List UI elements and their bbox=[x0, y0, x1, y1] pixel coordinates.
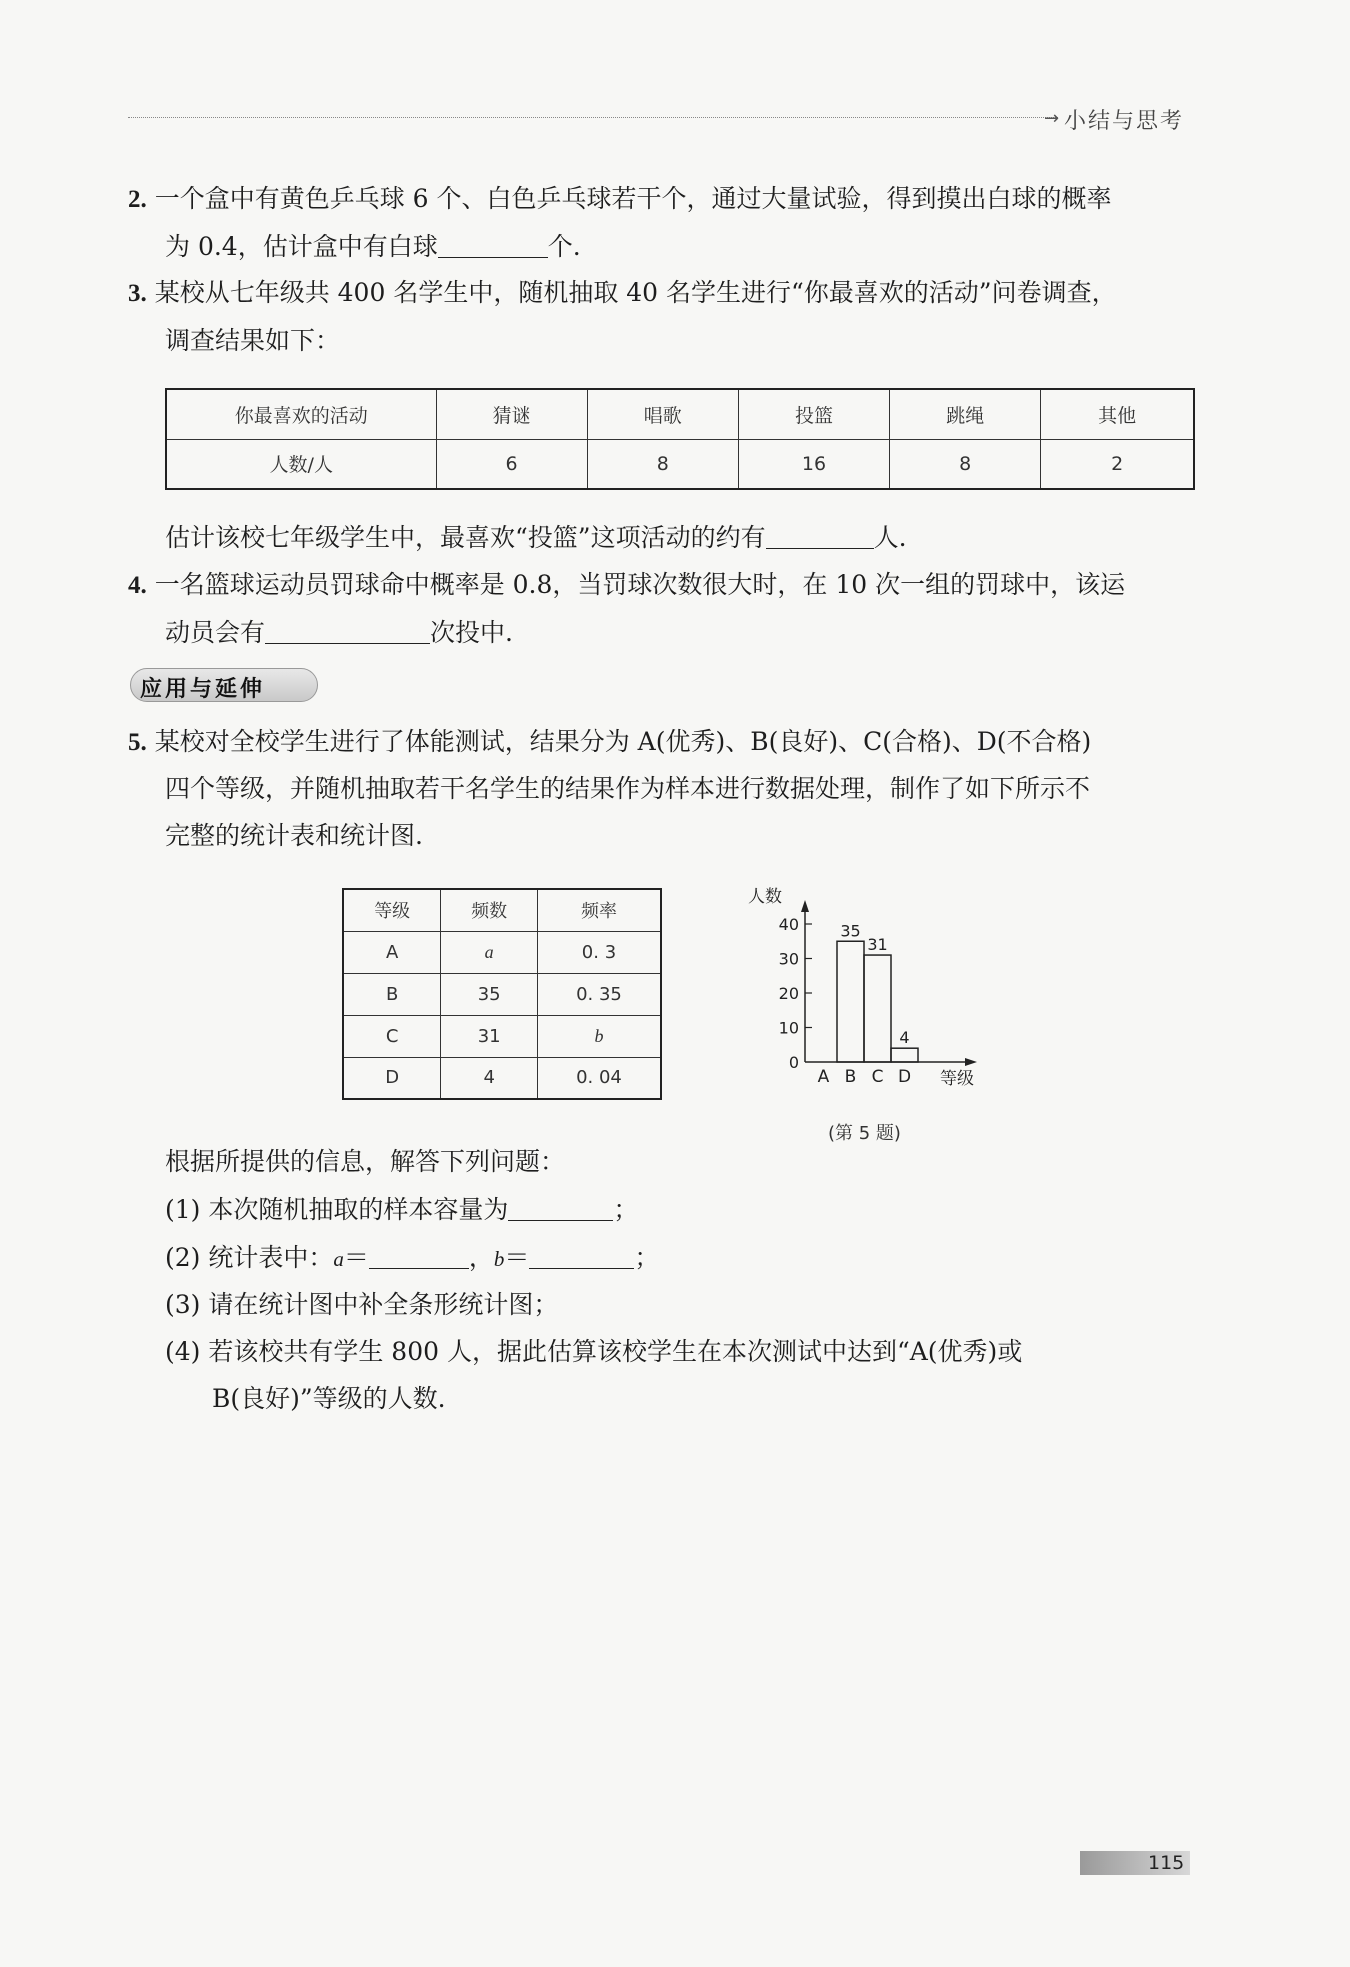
table-cell: D bbox=[343, 1057, 441, 1099]
table-row bbox=[343, 889, 661, 931]
q5-part2-end: ； bbox=[634, 1243, 660, 1272]
q3-answer-blank[interactable] bbox=[766, 523, 874, 549]
bar-value-label: 4 bbox=[899, 1028, 910, 1048]
bar bbox=[837, 941, 864, 1062]
table-row bbox=[166, 389, 1194, 439]
q4-text2a: 动员会有 bbox=[165, 618, 266, 647]
q4-answer-blank[interactable] bbox=[265, 618, 430, 644]
table-cell: 35 bbox=[441, 973, 538, 1015]
table-cell: A bbox=[343, 931, 441, 973]
table-header-cell: 跳绳 bbox=[890, 389, 1041, 439]
b-value-blank[interactable] bbox=[529, 1243, 634, 1269]
header-arrow-icon: → bbox=[1044, 108, 1060, 129]
bar bbox=[891, 1048, 918, 1062]
q3-line3 bbox=[165, 522, 907, 554]
y-tick-label: 30 bbox=[778, 949, 799, 969]
table-cell: 31 bbox=[441, 1015, 538, 1057]
header-rule bbox=[128, 117, 1058, 118]
table-cell: a bbox=[441, 931, 538, 973]
q5-number: 5. bbox=[128, 729, 147, 756]
q2-line1 bbox=[128, 183, 1112, 216]
page-number: 115 bbox=[1148, 1852, 1185, 1874]
table-cell: 4 bbox=[441, 1057, 538, 1099]
x-tick-label: B bbox=[844, 1067, 857, 1087]
header-title: 小结与思考 bbox=[1064, 109, 1185, 134]
q4-text2b: 次投中. bbox=[430, 618, 513, 647]
q2-text2a: 为 0.4，估计盒中有白球 bbox=[165, 232, 438, 261]
q5-intro: 根据所提供的信息，解答下列问题： bbox=[165, 1147, 566, 1176]
table-header-cell: 猜谜 bbox=[436, 389, 587, 439]
y-axis-arrow-icon bbox=[801, 900, 809, 912]
q2-text2b: 个. bbox=[547, 232, 581, 261]
q4-number: 4. bbox=[128, 572, 147, 599]
table-header-cell: 等级 bbox=[343, 889, 441, 931]
table-cell: 8 bbox=[890, 439, 1041, 489]
var-a: a bbox=[333, 1247, 344, 1271]
y-axis-label: 人数 bbox=[748, 887, 782, 907]
q3-text3a: 估计该校七年级学生中，最喜欢“投篮”这项活动的约有 bbox=[165, 523, 766, 552]
table-cell: 2 bbox=[1041, 439, 1194, 489]
var-b: b bbox=[493, 1247, 505, 1271]
q5-part3: (3) 请在统计图中补全条形统计图； bbox=[165, 1290, 559, 1319]
q3-text1: 某校从七年级共 400 名学生中，随机抽取 40 名学生进行“你最喜欢的活动”问卷调查， bbox=[154, 278, 1117, 307]
table-header-cell: 唱歌 bbox=[587, 389, 738, 439]
y-tick-label: 20 bbox=[778, 984, 799, 1003]
q5-part4-line1: (4) 若该校共有学生 800 人，据此估算该校学生在本次测试中达到“A(优秀)或 bbox=[165, 1337, 1023, 1366]
q5-part1-end: ； bbox=[613, 1195, 639, 1224]
y-tick-label: 40 bbox=[778, 915, 799, 934]
table-cell: C bbox=[343, 1015, 441, 1057]
figure-caption: (第 5 题) bbox=[828, 1123, 901, 1144]
y-tick-label: 0 bbox=[788, 1053, 799, 1072]
table-header-cell: 其他 bbox=[1041, 389, 1194, 439]
comma: ， bbox=[468, 1243, 494, 1272]
q4-line1 bbox=[128, 569, 1125, 602]
q3-line2: 调查结果如下： bbox=[165, 326, 341, 355]
activity-table bbox=[165, 388, 1195, 490]
y-tick-label: 10 bbox=[778, 1018, 799, 1038]
table-row bbox=[343, 1057, 661, 1099]
table-header-cell: 投篮 bbox=[738, 389, 889, 439]
equals-sign: ＝ bbox=[343, 1243, 369, 1272]
section-title: 应用与延伸 bbox=[140, 677, 266, 702]
table-cell: 6 bbox=[436, 439, 587, 489]
grade-table bbox=[342, 888, 662, 1100]
x-tick-label: C bbox=[871, 1067, 884, 1087]
q5-text1: 某校对全校学生进行了体能测试，结果分为 A(优秀)、B(良好)、C(合格)、D(不合格) bbox=[154, 727, 1092, 756]
table-cell: 16 bbox=[738, 439, 889, 489]
q4-text1: 一名篮球运动员罚球命中概率是 0.8，当罚球次数很大时，在 10 次一组的罚球中，该运 bbox=[154, 570, 1126, 599]
bar-chart bbox=[740, 880, 1010, 1100]
table-header-cell: 频率 bbox=[537, 889, 661, 931]
table-row bbox=[343, 1015, 661, 1057]
q5-part2-text: (2) 统计表中： bbox=[165, 1243, 334, 1272]
bar-value-label: 35 bbox=[840, 921, 861, 941]
table-cell: 0. 04 bbox=[537, 1057, 661, 1099]
q5-part2 bbox=[165, 1242, 659, 1275]
table-row bbox=[166, 439, 1194, 489]
table-header-cell: 频数 bbox=[441, 889, 538, 931]
q3-text3b: 人. bbox=[873, 523, 907, 552]
q5-line1 bbox=[128, 726, 1091, 759]
x-tick-label: D bbox=[897, 1067, 912, 1087]
table-cell: b bbox=[537, 1015, 661, 1057]
q2-line2 bbox=[165, 231, 581, 263]
x-axis-label: 等级 bbox=[940, 1069, 974, 1089]
q3-line1 bbox=[128, 277, 1117, 310]
q5-part1 bbox=[165, 1194, 638, 1226]
table-cell: B bbox=[343, 973, 441, 1015]
table-row bbox=[343, 931, 661, 973]
a-value-blank[interactable] bbox=[369, 1243, 469, 1269]
table-cell: 0. 3 bbox=[537, 931, 661, 973]
table-cell: 0. 35 bbox=[537, 973, 661, 1015]
q5-part1-text: (1) 本次随机抽取的样本容量为 bbox=[165, 1195, 509, 1224]
bar bbox=[864, 955, 891, 1062]
bar-value-label: 31 bbox=[867, 935, 888, 955]
table-cell: 人数/人 bbox=[166, 439, 436, 489]
table-row bbox=[343, 973, 661, 1015]
sample-size-blank[interactable] bbox=[508, 1195, 613, 1221]
q5-line2: 四个等级，并随机抽取若干名学生的结果作为样本进行数据处理，制作了如下所示不 bbox=[165, 774, 1091, 803]
equals-sign: ＝ bbox=[504, 1243, 530, 1272]
x-tick-label: A bbox=[817, 1067, 830, 1087]
q3-number: 3. bbox=[128, 280, 147, 307]
q2-text1: 一个盒中有黄色乒乓球 6 个、白色乒乓球若干个，通过大量试验，得到摸出白球的概率 bbox=[154, 184, 1112, 213]
q2-number: 2. bbox=[128, 186, 147, 213]
q5-line3: 完整的统计表和统计图. bbox=[165, 821, 423, 850]
q2-answer-blank[interactable] bbox=[438, 232, 548, 258]
table-header-cell: 你最喜欢的活动 bbox=[166, 389, 436, 439]
x-axis-arrow-icon bbox=[965, 1058, 977, 1066]
q4-line2 bbox=[165, 617, 513, 649]
table-cell: 8 bbox=[587, 439, 738, 489]
q5-part4-line2: B(良好)”等级的人数. bbox=[212, 1384, 446, 1413]
